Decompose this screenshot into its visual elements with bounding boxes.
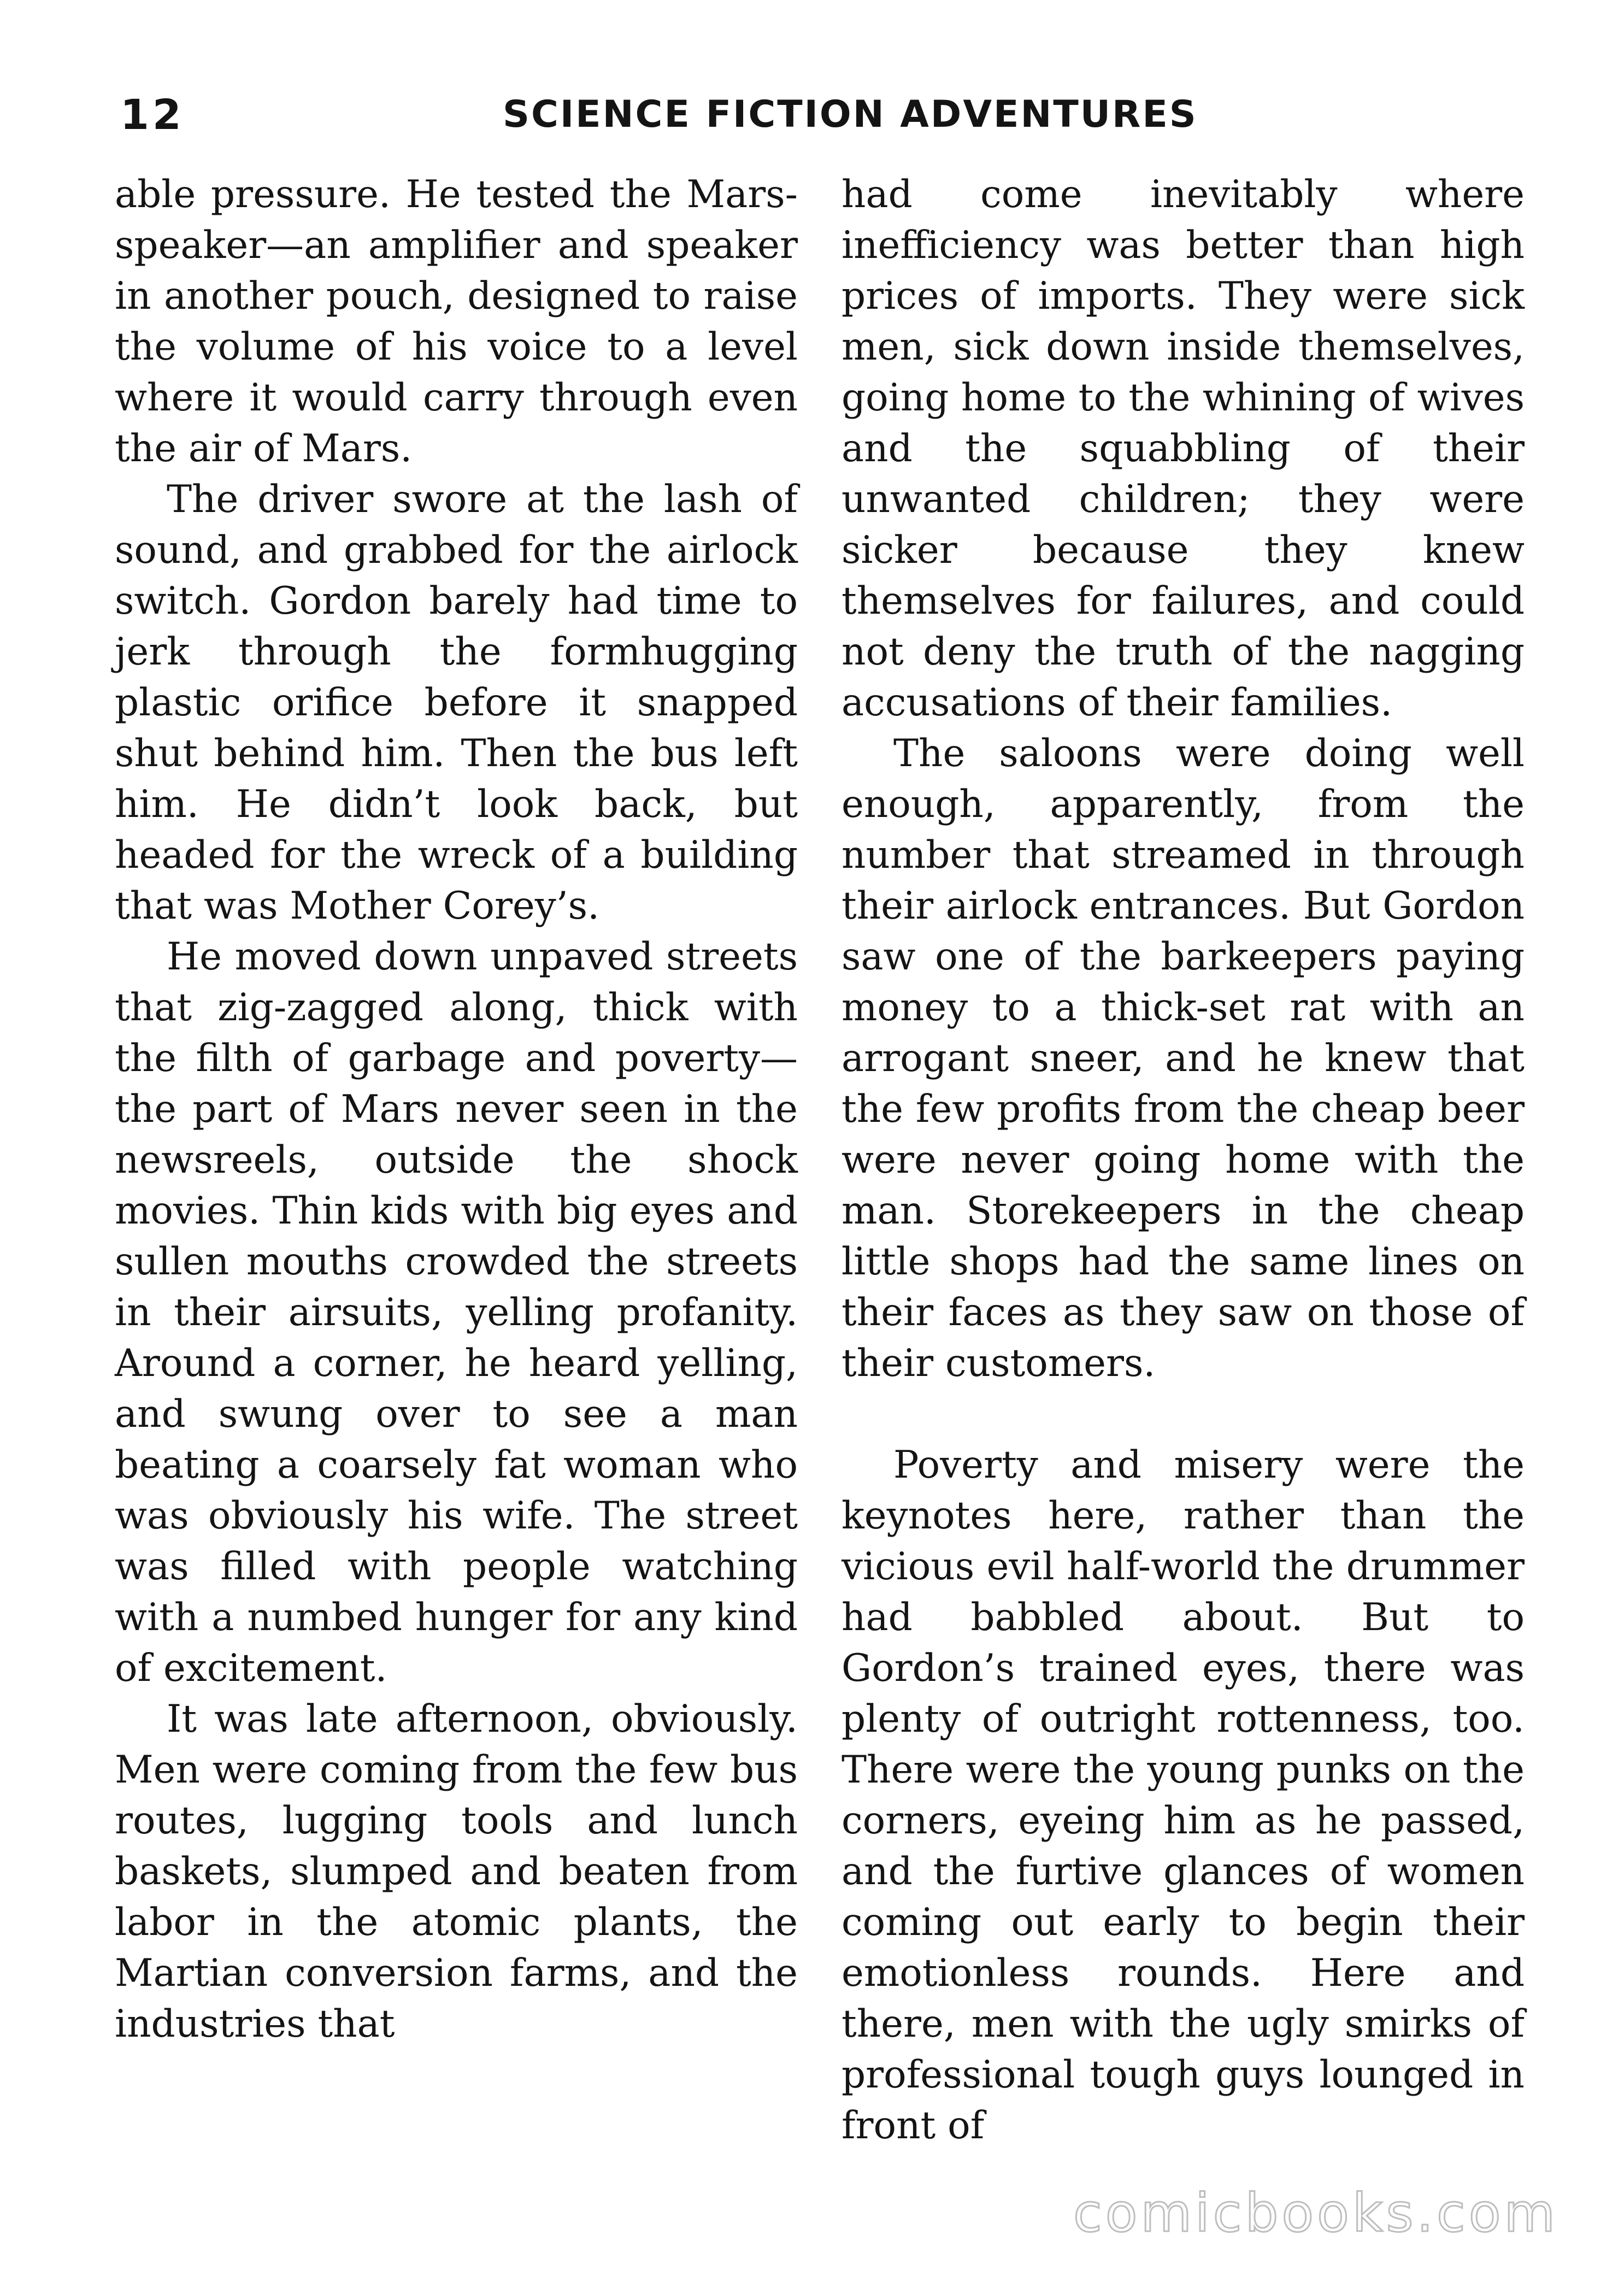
paragraph: The saloons were doing well enough, apparently, from the number that streamed in through their airlock entrances. But Gordon saw one of the barkeepers paying money to a thick-set rat with an arrogant sneer, and he knew that the few profits from the cheap beer were never going home with the man. Storekeepers in the cheap little shops had the same lines on their faces as they saw on those of their customers. [842, 732, 1525, 1385]
page-header [104, 87, 1525, 158]
paragraph: able pressure. He tested the Mars-speaker—an amplifier and speaker in another pouch, designed to raise the volume of his voice to a level where it would carry through even the air of Mars. [115, 173, 798, 470]
left-text-column [115, 169, 798, 2050]
running-title: SCIENCE FICTION ADVENTURES [503, 93, 1198, 136]
paragraph: He moved down unpaved streets that zig-zagged along, thick with the filth of garbage and poverty—the part of Mars never seen in the newsreels, outside the shock movies. Thin kids with big eyes and sullen mouths crowded the streets in their airsuits, yelling profanity. Around a corner, he heard yelling, and swung over to see a man beating a coarsely fat woman who was obviously his wife. The street was filled with people watching with a numbed hunger for any kind of excitement. [115, 935, 798, 1690]
paragraph: It was late afternoon, obviously. Men were coming from the few bus routes, lugging tools and lunch baskets, slumped and beaten from labor in the atomic plants, the Martian conversion farms, and the industries that [115, 1697, 798, 2046]
paragraph: Poverty and misery were the keynotes here, rather than the vicious evil half-world the drummer had babbled about. But to Gordon’s trained eyes, there was plenty of outright rottenness, too. There were the young punks on the corners, eyeing him as he passed, and the furtive glances of women coming out early to begin their emotionless rounds. Here and there, men with the ugly smirks of professional tough guys lounged in front of [842, 1443, 1525, 2148]
paragraph: had come inevitably where inefficiency was better than high prices of imports. They were sick men, sick down inside themselves, going home to the whining of wives and the squabbling of their unwanted children; they were sicker because they knew themselves for failures, and could not deny the truth of the nagging accusations of their families. [842, 173, 1525, 725]
watermark: comicbooks.com [1073, 2183, 1558, 2244]
right-text-column [842, 169, 1525, 2151]
paragraph: The driver swore at the lash of sound, and grabbed for the airlock switch. Gordon barely had time to jerk through the formhugging plastic orifice before it snapped shut behind him. Then the bus left him. He didn’t look back, but headed for the wreck of a building that was Mother Corey’s. [115, 478, 798, 928]
page-number: 12 [120, 90, 185, 139]
